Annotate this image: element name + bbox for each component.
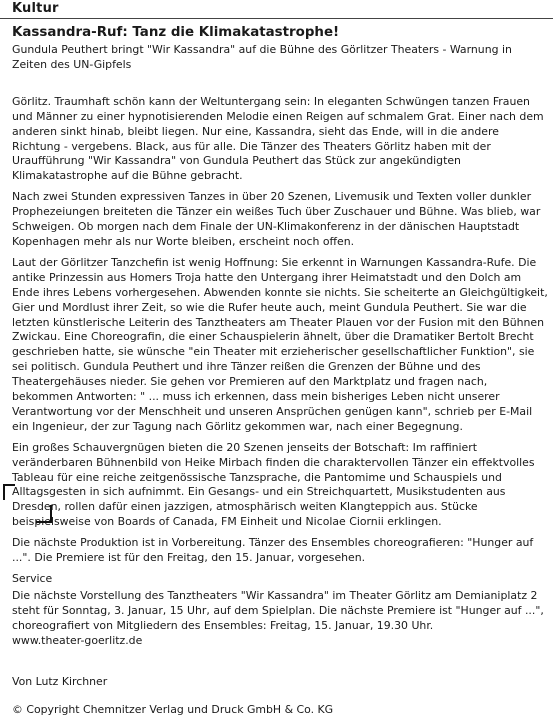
section-divider xyxy=(0,18,553,19)
service-url: www.theater-goerlitz.de xyxy=(12,633,143,647)
service-text: Die nächste Vorstellung des Tanztheaters "Wir Kassandra" im Theater Görlitz am Demianiplatz 2 steht für Sonntag, 3. Januar, 15 Uhr, auf dem Spielplan. Die nächste Premiere ist "Hunger auf ...", choreografiert von Mitgliedern des Ensembles: Freitag, 15. Januar, 19.30 Uhr. xyxy=(12,588,544,632)
article-paragraph: Nach zwei Stunden expressiven Tanzes in über 20 Szenen, Livemusik und Texten voller dunkler Prophezeiungen breiteten die Tänzer ein weißes Tuch über Zuschauer und Bühne. Was blieb, war Schweigen. Ob morgen nach dem Finale der UN-Klimakonferenz in der dänischen Hauptstadt Kopenhagen mehr als nur Worte bleiben, erscheint noch offen. xyxy=(12,190,541,248)
margin-bracket-mark xyxy=(3,484,15,500)
service-heading: Service xyxy=(12,572,53,585)
article-body xyxy=(12,43,550,718)
article-paragraph: Die nächste Produktion ist in Vorbereitung. Tänzer des Ensembles choreografieren: "Hunger auf ...". Die Premiere ist für den Freitag, den 15. Januar, vorgesehen. xyxy=(12,536,534,565)
author-line: Von Lutz Kirchner xyxy=(12,674,108,688)
article-headline: Kassandra-Ruf: Tanz die Klimakatastrophe! xyxy=(12,25,340,40)
margin-bracket-mark xyxy=(36,505,52,523)
copyright-line: © Copyright Chemnitzer Verlag und Druck GmbH & Co. KG xyxy=(12,703,334,717)
article-paragraph: Ein großes Schauvergnügen bieten die 20 Szenen jenseits der Botschaft: Im raffiniert veränderbaren Bühnenbild von Heike Mirbach finden die charaktervollen Tänzer ein effektvolles Tableau für eine reiche zeitgenössische Tanzsprache, die Pantomime und Schauspiels und Alltagsgesten in sich aufnimmt. Ein Gesangs- und ein Streichquartett, Musikstudenten aus Dresden, rollen dafür einen jazzigen, atmosphärisch weiten Klangteppich aus. Stücke beispielsweise von Boards of Canada, FM Einheit und Nicolae Ciornii erklingen. xyxy=(12,440,535,529)
article-paragraph: Laut der Görlitzer Tanzchefin ist wenig Hoffnung: Sie erkennt in Warnungen Kassandra-Rufe. Die antike Prinzessin aus Homers Troja hatte den Untergang ihrer Heimatstadt und den Dolch am Ende ihres Lebens vorhergesehen. Abwenden konnte sie nichts. Sie scheiterte an Gleichgültigkeit, Gier und Mordlust ihrer Zeit, so wie die Rufer heute auch, meint Gundula Peuthert. Sie war die letzten künstlerische Leiterin des Tanztheaters am Theater Plauen vor der Fusion mit den Bühnen Zwickau. Eine Choreografin, die einer Schauspielerin ähnelt, über die Dramatiker Bertolt Brecht geschrieben hatte, sie wünsche "ein Theater mit erzieherischer gesellschaftlicher Funktion", sie sei politisch. Gundula Peuthert und ihre Tänzer reißen die Grenzen der Bühne und des Theatergehäuses nieder. Sie gehen vor Premieren auf den Marktplatz und fragen nach, bekommen Antworten: " ... muss ich erkennen, dass mein bisheriges Leben nicht unserer Verantwortung vor der Menschheit und unseren Ansprüchen genügen kann", schrieb per E-Mail ein Ingenieur, der zur Tagung nach Görlitz gekommen war, nach einer Begegnung. xyxy=(12,255,548,433)
article-subtitle: Gundula Peuthert bringt "Wir Kassandra" auf die Bühne des Görlitzer Theaters - Warnung in Zeiten des UN-Gipfels xyxy=(12,43,512,71)
section-label: Kultur xyxy=(12,1,59,16)
article-paragraph: Görlitz. Traumhaft schön kann der Weltuntergang sein: In eleganten Schwüngen tanzen Frauen und Männer zu einer hypnotisierenden Melodie einen Reigen auf schmalem Grat. Einer nach dem anderen sinkt hinab, bleibt liegen. Nur eine, Kassandra, sieht das Ende, will in die andere Richtung - vergebens. Black, aus für alle. Die Tänzer des Theaters Görlitz haben mit der Uraufführung "Wir Kassandra" von Gundula Peuthert das Stück zur angekündigten Klimakatastrophe auf die Bühne gebracht. xyxy=(12,94,544,183)
